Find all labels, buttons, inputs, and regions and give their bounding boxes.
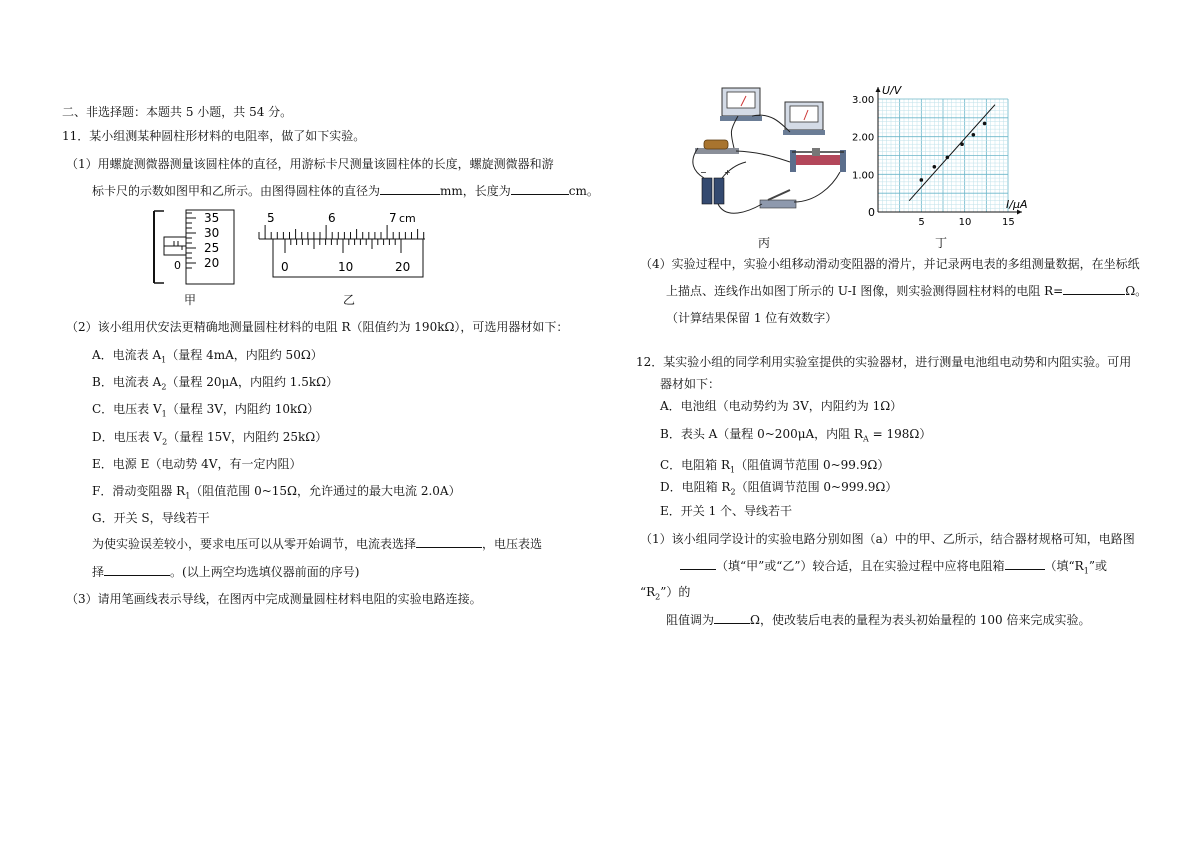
- graph-y-tick-3.00: 3.00: [852, 95, 875, 106]
- switch-icon: [760, 190, 796, 208]
- figure-caption-jia: 甲: [184, 293, 197, 307]
- caliper-main-label-5: 5: [267, 211, 275, 225]
- caliper-vernier-label-0: 0: [281, 260, 289, 274]
- q11-option-3: D．电压表 $V_2$（量程 15V，内阻约 25kΩ）: [92, 430, 328, 447]
- q12-part1-line1: （1）该小组同学设计的实验电路分别如图（a）中的甲、乙所示，结合器材规格可知，电路图: [640, 532, 1135, 546]
- q12-part1-line3: “$R_2$”）的: [640, 585, 691, 602]
- q12-option-3: D．电阻箱 $R_2$（阻值调节范围 0~999.9Ω）: [660, 480, 898, 497]
- graph-origin-label: 0: [868, 206, 875, 219]
- graph-x-tick-15: 15: [1002, 217, 1015, 228]
- graph-x-tick-10: 10: [958, 217, 972, 228]
- q11-part1-line2: 标卡尺的示数如图甲和乙所示。由图得圆柱体的直径为 mm，长度为 cm。: [92, 184, 599, 198]
- diameter-blank[interactable]: [380, 182, 440, 195]
- circuit-figure: [690, 82, 850, 232]
- voltmeter-icon: [783, 102, 825, 135]
- q11-option-0: A．电流表 $A_1$（量程 4mA，内阻约 50Ω）: [92, 348, 323, 365]
- q11-option-6: G．开关 S，导线若干: [92, 511, 210, 525]
- caliper-unit: cm: [399, 212, 416, 225]
- caliper-figure: [255, 209, 435, 285]
- resistance-blank[interactable]: [1063, 282, 1125, 295]
- q12-part1-line2: （填“甲”或“乙”）较合适，且在实验过程中应将电阻箱 （填“$R_1$”或: [680, 557, 1107, 575]
- figure-caption-ding: 丁: [935, 236, 948, 250]
- micrometer-tick-35: 35: [204, 211, 220, 225]
- resistor-box-choice-blank[interactable]: [1005, 557, 1045, 570]
- caliper-vernier-label-20: 20: [395, 260, 411, 274]
- q12-stem-line2: 器材如下：: [660, 377, 721, 391]
- micrometer-figure: [148, 207, 240, 287]
- q11-part4-line1: （4）实验过程中，实验小组移动滑动变阻器的滑片，并记录两电表的多组测量数据，在坐标纸: [640, 257, 1140, 271]
- circuit-choice-blank[interactable]: [680, 557, 716, 570]
- ui-graph: [850, 83, 1040, 228]
- graph-data-point: [972, 133, 976, 137]
- micrometer-tick-20: 20: [204, 256, 220, 270]
- q11-part4-line3: （计算结果保留 1 位有效数字）: [666, 311, 838, 325]
- q12-option-1: B．表头 A（量程 0~200μA，内阻 $R_A = 198\Omega$）: [660, 427, 932, 444]
- rheostat-icon: [790, 148, 846, 172]
- q11-part3: （3）请用笔画线表示导线，在图丙中完成测量圆柱材料电阻的实验电路连接。: [66, 592, 482, 606]
- graph-data-point: [933, 165, 937, 169]
- micrometer-zero-label: 0: [174, 259, 181, 272]
- q11-option-1: B．电流表 $A_2$（量程 20μA，内阻约 1.5kΩ）: [92, 375, 339, 392]
- q11-option-5: F．滑动变阻器 $R_1$（阻值范围 0~15Ω，允许通过的最大电流 2.0A）: [92, 484, 461, 501]
- q11-part4-line2: 上描点、连线作出如图丁所示的 U-I 图像，则实验测得圆柱材料的电阻 R= Ω。: [666, 284, 1148, 298]
- resistor-value-blank[interactable]: [714, 611, 750, 624]
- graph-y-tick-1.00: 1.00: [852, 170, 875, 182]
- q11-option-4: E．电源 E（电动势 4V，有一定内阻）: [92, 457, 302, 471]
- graph-y-axis-label: U/V: [882, 84, 902, 97]
- q11-part1-line1: （1）用螺旋测微器测量该圆柱体的直径，用游标卡尺测量该圆柱体的长度，螺旋测微器和游: [66, 157, 554, 171]
- figure-caption-yi: 乙: [343, 293, 356, 307]
- caliper-main-label-6: 6: [328, 211, 336, 225]
- q12-part1-line4: 阻值调为 Ω，使改装后电表的量程为表头初始量程的 100 倍来完成实验。: [666, 613, 1091, 627]
- q11-part2-choice-line2: 择 。(以上两空均选填仪器前面的序号): [92, 565, 360, 579]
- q12-option-4: E．开关 1 个、导线若干: [660, 504, 793, 518]
- q12-stem-line1: 12．某实验小组的同学利用实验室提供的实验器材，进行测量电池组电动势和内阻实验。可用: [636, 355, 1132, 369]
- graph-data-point: [920, 178, 924, 182]
- graph-data-point: [983, 122, 987, 126]
- voltmeter-choice-blank[interactable]: [104, 563, 170, 576]
- caliper-vernier-label-10: 10: [338, 260, 354, 274]
- q11-stem: 11．某小组测某种圆柱形材料的电阻率，做了如下实验。: [62, 129, 366, 143]
- micrometer-tick-25: 25: [204, 241, 220, 255]
- caliper-main-label-7: 7: [389, 211, 397, 225]
- graph-data-point: [946, 156, 950, 160]
- ammeter-icon: [720, 88, 762, 121]
- q11-option-2: C．电压表 $V_1$（量程 3V，内阻约 10kΩ）: [92, 402, 320, 419]
- ammeter-choice-blank[interactable]: [416, 535, 482, 548]
- q12-option-2: C．电阻箱 $R_1$（阻值调节范围 0~99.9Ω）: [660, 458, 890, 475]
- svg-text:−: −: [700, 168, 707, 177]
- graph-y-tick-2.00: 2.00: [852, 132, 875, 144]
- length-blank[interactable]: [511, 182, 569, 195]
- figure-caption-bing: 丙: [758, 236, 771, 250]
- graph-x-tick-5: 5: [918, 217, 925, 228]
- svg-text:+: +: [724, 168, 731, 177]
- micrometer-tick-30: 30: [204, 226, 220, 240]
- q11-part2-choice-line1: 为使实验误差较小，要求电压可以从零开始调节，电流表选择 ，电压表选: [92, 537, 543, 551]
- section-title: 二、非选择题：本题共 5 小题，共 54 分。: [62, 105, 293, 119]
- q12-option-0: A．电池组（电动势约为 3V，内阻约为 1Ω）: [660, 399, 903, 413]
- q11-part2-stem: （2）该小组用伏安法更精确地测量圆柱材料的电阻 R（阻值约为 190kΩ），可选用器材如下：: [66, 320, 569, 334]
- graph-x-axis-label: I/μA: [1006, 198, 1028, 211]
- graph-data-point: [960, 142, 964, 146]
